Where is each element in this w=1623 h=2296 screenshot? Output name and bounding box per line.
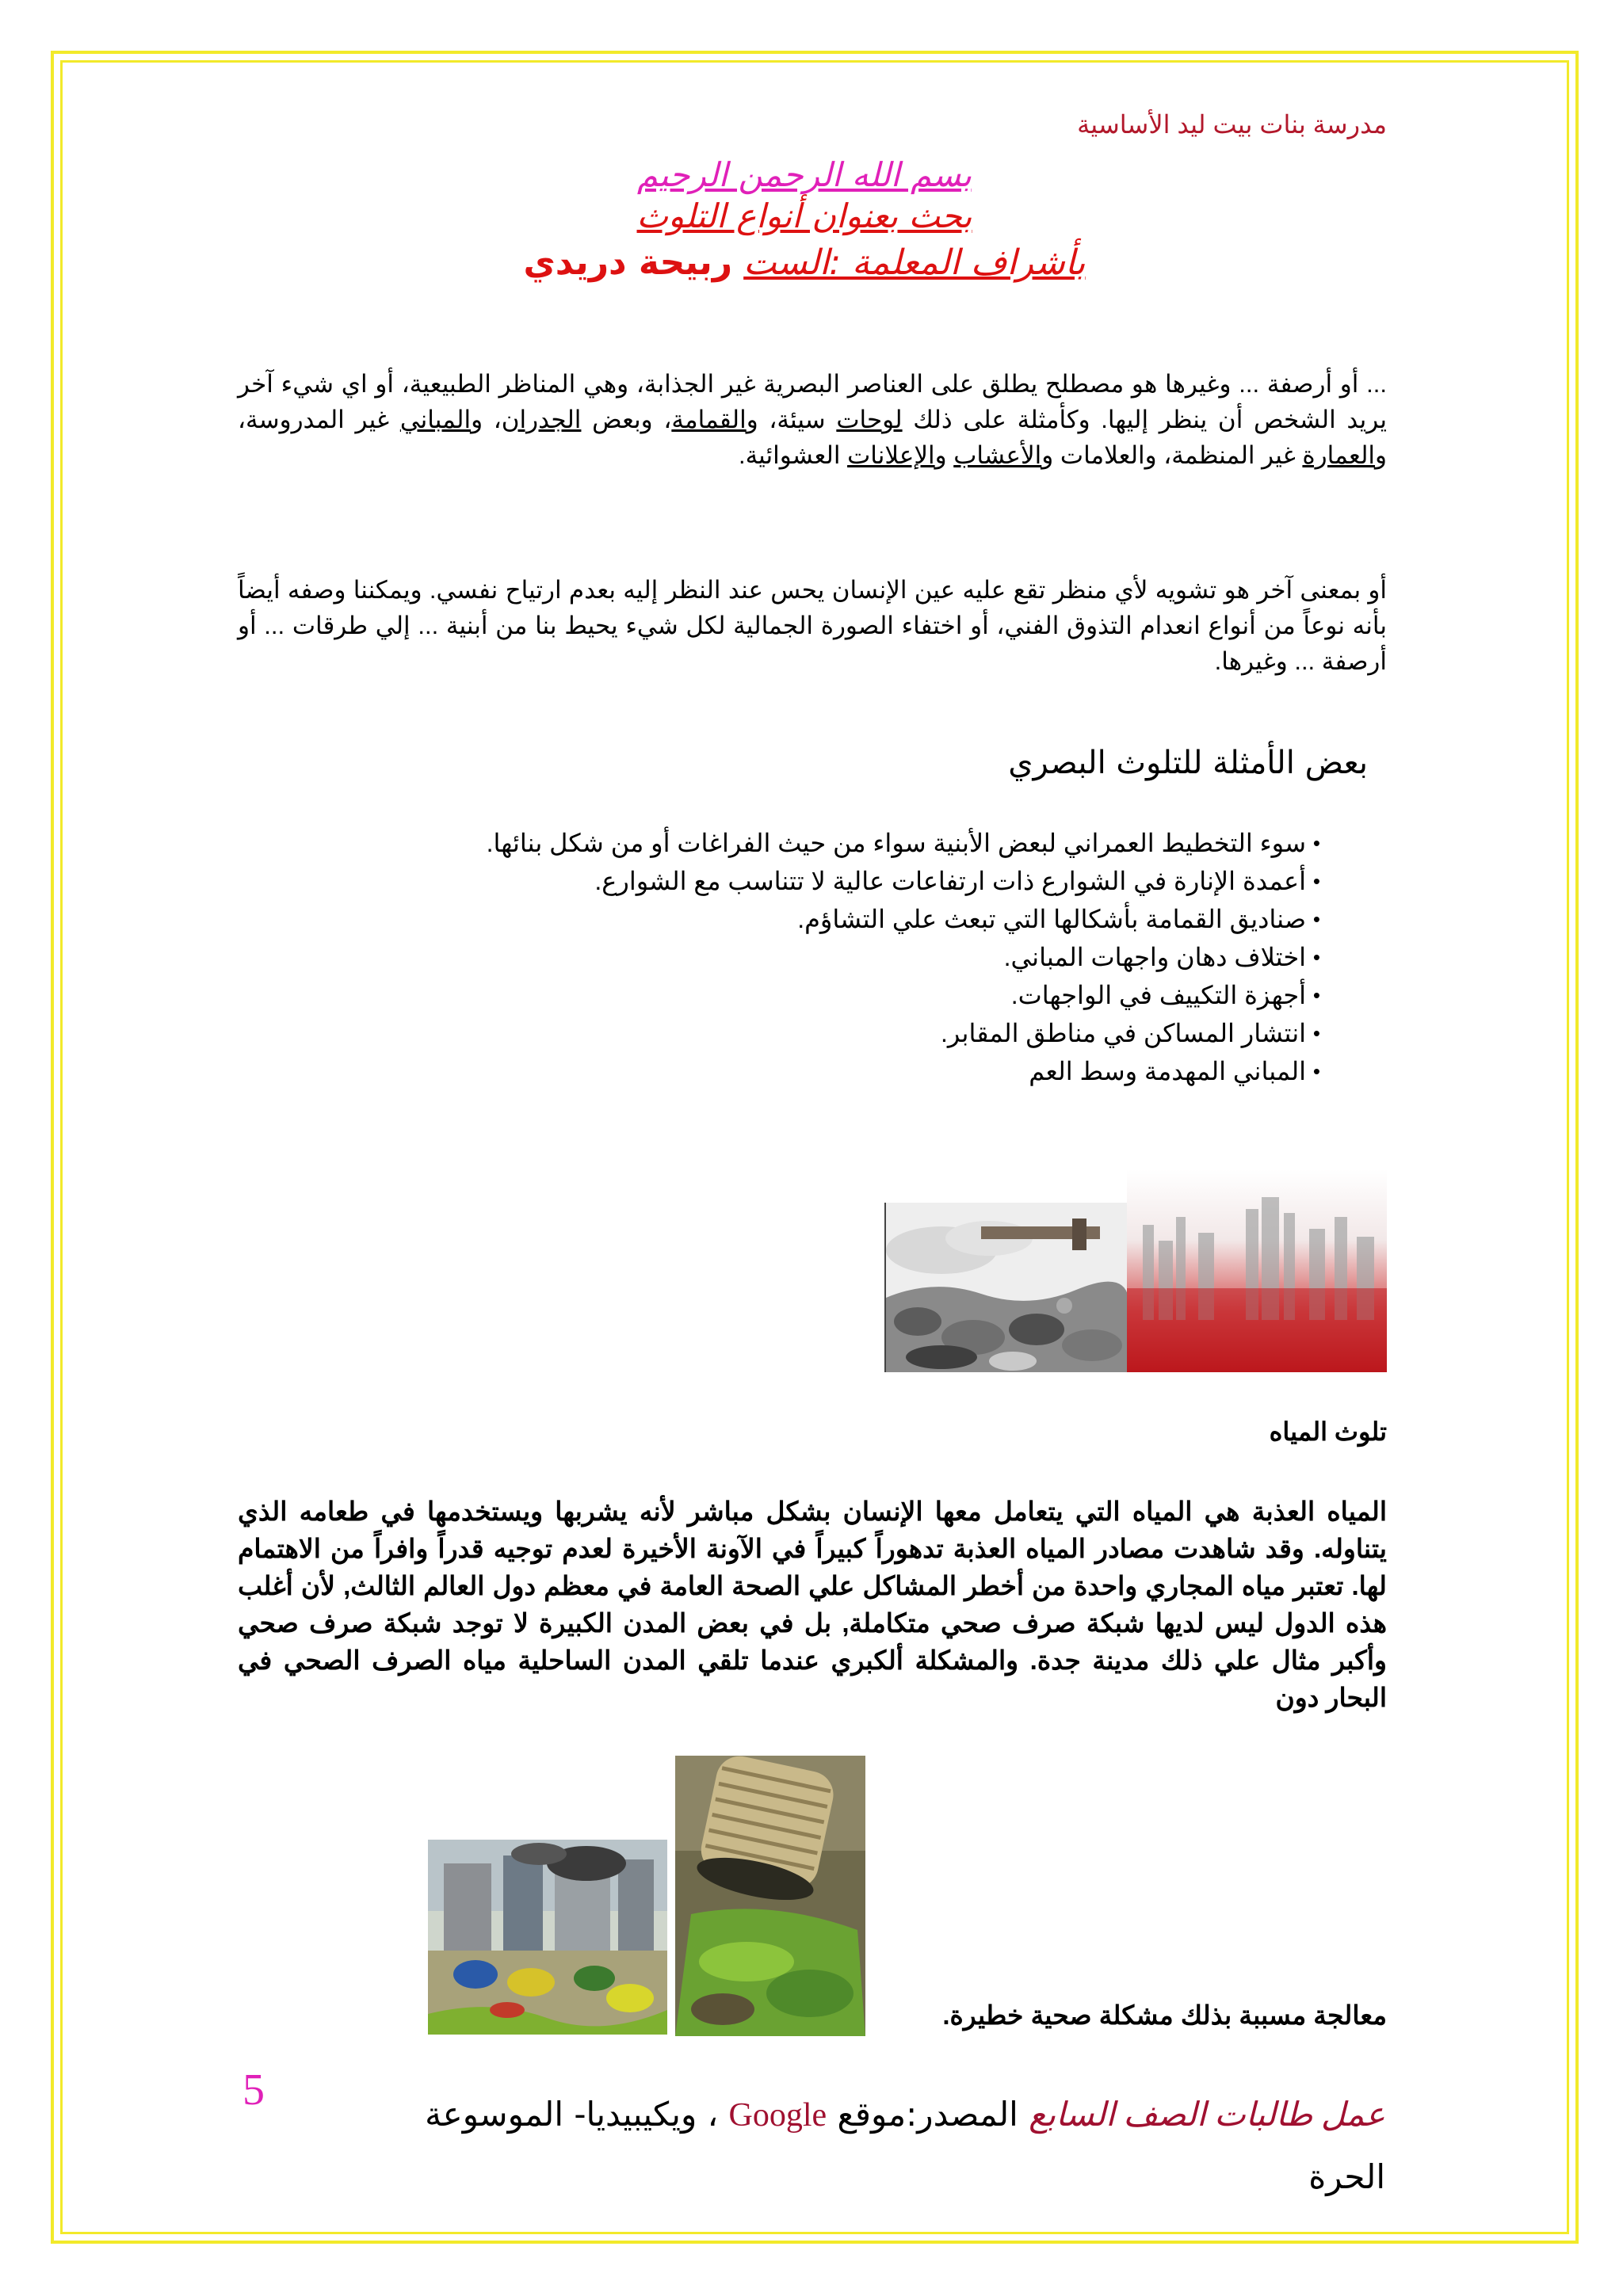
- link-advertisements[interactable]: الإعلانات: [847, 441, 935, 469]
- polluted-skyline-image: [1127, 1169, 1387, 1372]
- list-item: • انتشار المساكن في مناطق المقابر.: [487, 1014, 1320, 1052]
- examples-list: [487, 824, 1320, 1090]
- teacher-name: ربيحة دريدي: [523, 242, 733, 283]
- supervision-line: [396, 242, 1212, 283]
- link-garbage[interactable]: القمامة: [671, 406, 747, 433]
- rubble-smoke-image: [884, 1203, 1128, 1372]
- examples-heading: بعض الأمثلة للتلوث البصري: [1008, 745, 1368, 781]
- footer-source: [355, 2084, 1385, 2208]
- page-number: 5: [242, 2065, 265, 2115]
- water-pollution-heading: تلوث المياه: [1269, 1417, 1387, 1446]
- list-item: • صناديق القمامة بأشكالها التي تبعث علي التشاؤم.: [487, 900, 1320, 938]
- research-title: بحث بعنوان أنواع التلوث: [636, 196, 972, 235]
- list-item: • سوء التخطيط العمراني لبعض الأبنية سواء من حيث الفراغات أو من شكل بنائها.: [487, 824, 1320, 862]
- list-item: • المباني المهدمة وسط العم: [487, 1052, 1320, 1090]
- link-weeds[interactable]: الأعشاب: [953, 441, 1042, 469]
- basmala: بسم الله الرحمن الرحيم: [636, 155, 972, 194]
- sewage-pipe-image: [675, 1756, 865, 2036]
- google-source: Google: [728, 2097, 827, 2134]
- list-item: • أعمدة الإنارة في الشوارع ذات ارتفاعات عالية لا تتناسب مع الشوارع.: [487, 862, 1320, 900]
- water-pollution-paragraph: المياه العذبة هي المياه التي يتعامل معها الإنسان بشكل مباشر لأنه يشربها ويستخدمها في طعامه الذي يتناوله. وقد شاهدت مصادر المياه العذبة تدهوراً كبيراً في الآونة الأخيرة لعدم توجيه قدراً وافراً من الاهتمام لها. تعتبر مياه المجاري واحدة من أخطر المشاكل علي الصحة العامة في معظم دول العالم الثالث, لأن أغلب هذه الدول ليس لديها شبكة صرف صحي متكاملة, بل في بعض المدن الكبيرة لا توجد شبكة صرف صحي وأكبر مثال علي ذلك مدينة جدة. والمشكلة ألكبري عندما تلقي المدن الساحلية مياه الصرف الصحي في البحار دون: [238, 1497, 1387, 1712]
- definition-paragraph: ... أو أرصفة ... وغيرها هو مصطلح يطلق على العناصر البصرية غير الجذابة، وهي المناظر الطبيعية، أو اي شيء آخر يريد الشخص أن ينظر إليها. وكأمثلة على ذلك لوحات سيئة، والقمامة، وبعض الجدران، والمباني غير المدروسة، والعمارة غير المنظمة، والعلامات والأعشاب والإعلانات العشوائية.: [238, 370, 1387, 469]
- list-item: • أجهزة التكييف في الواجهات.: [487, 976, 1320, 1014]
- source-rest: ، ويكيبيديا- الموسوعة الحرة: [425, 2095, 1385, 2196]
- link-paintings[interactable]: لوحات: [836, 406, 903, 433]
- industrial-pollution-illustration: [428, 1840, 667, 2035]
- school-name: مدرسة بنات بيت ليد الأساسية: [1077, 110, 1387, 139]
- link-buildings[interactable]: المباني: [399, 406, 472, 433]
- link-architecture[interactable]: العمارة: [1302, 441, 1376, 469]
- supervision-label: بأشراف المعلمة :الست: [743, 242, 1086, 283]
- water-pollution-ending: معالجة مسببة بذلك مشكلة صحية خطيرة.: [942, 2000, 1387, 2030]
- link-walls[interactable]: الجدران: [501, 406, 582, 433]
- source-label: المصدر:موقع: [837, 2095, 1018, 2134]
- list-item: • اختلاف دهان واجهات المباني.: [487, 938, 1320, 976]
- second-paragraph: أو بمعنى آخر هو تشويه لأي منظر تقع عليه عين الإنسان يحس عند النظر إليه بعدم ارتياح نفسي. ويمكننا وصفه أيضاً بأنه نوعاً من أنواع انعدام التذوق الفني، أو اختفاء الصورة الجمالية لكل شيء يحيط بنا من أبنية ... إلي طرقات ... أو أرصفة ... وغيرها.: [238, 576, 1387, 675]
- work-credit: عمل طالبات الصف السابع: [1029, 2097, 1385, 2134]
